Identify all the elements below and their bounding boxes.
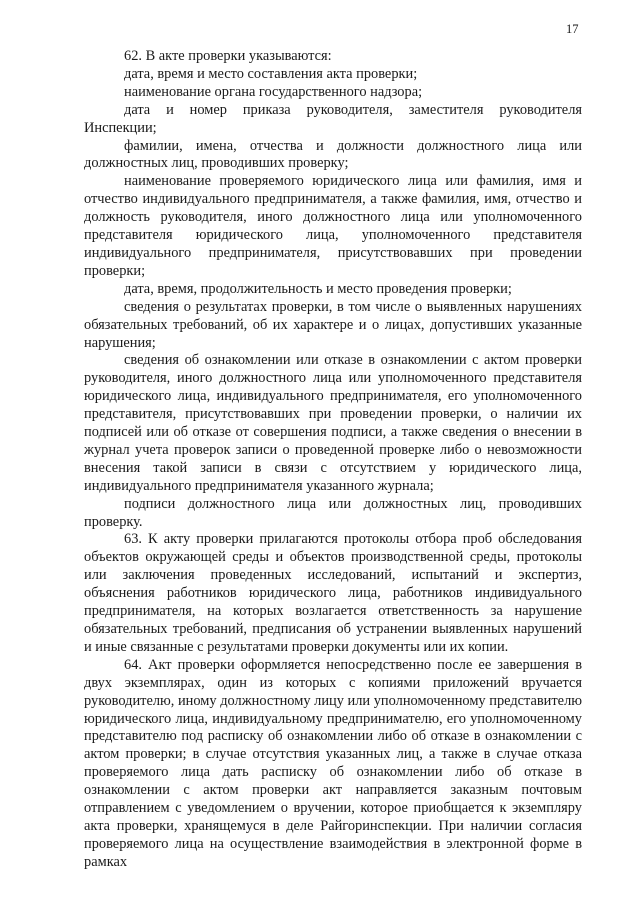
paragraph-item: наименование органа государственного надзора;	[124, 83, 423, 100]
paragraph-item: сведения о результатах проверки, в том числе о выявленных нарушениях обязательных требований, об их характере и о лицах, допустивших указанные нарушения;	[84, 298, 582, 351]
paragraph-item: подписи должностного лица или должностных лиц, проводивших проверку.	[84, 495, 582, 530]
page-number: 17	[566, 22, 579, 36]
paragraph-63: 63. К акту проверки прилагаются протоколы отбора проб обследования объектов окружающей среды и объектов производственной среды, протоколы или заключения проведенных исследований, испытаний и экспертиз, объяснения работников юридического лица, работников индивидуального предпринимателя, на которых возлагается ответственность за нарушение обязательных требований, предписания об устранении выявленных нарушений и иные связанные с результатами проверки документы или их копии.	[84, 531, 582, 655]
paragraph-62-heading: 62. В акте проверки указываются:	[124, 48, 332, 64]
paragraph-item: дата и номер приказа руководителя, заместителя руководителя Инспекции;	[84, 101, 582, 136]
paragraph-item: наименование проверяемого юридического лица или фамилия, имя и отчество индивидуального предпринимателя, а также фамилия, имя, отчество и должность руководителя, иного должностного лица или уполномоченного представителя юридического лица, уполномоченного представителя индивидуального предпринимателя, присутствовавших при проведении проверки;	[84, 173, 582, 279]
document-body	[84, 48, 582, 872]
paragraph-item: дата, время и место составления акта проверки;	[124, 65, 418, 82]
paragraph-64: 64. Акт проверки оформляется непосредственно после ее завершения в двух экземплярах, один из которых с копиями приложений вручается руководителю, иному должностному лицу или уполномоченному представителю юридического лица, индивидуальному предпринимателю, его уполномоченному представителю под расписку об ознакомлении либо об отказе в ознакомлении с актом проверки; в случае отсутствия указанных лиц, а также в случае отказа проверяемого лица дать расписку об ознакомлении либо об отказе в ознакомлении с актом проверки акт направляется заказным почтовым отправлением с уведомлением о вручении, которое приобщается к экземпляру акта проверки, хранящемуся в деле Райгоринспекции. При наличии согласия проверяемого лица на осуществление взаимодействия в электронной форме в рамках	[84, 656, 582, 870]
paragraph-item: сведения об ознакомлении или отказе в ознакомлении с актом проверки руководителя, иного должностного лица или уполномоченного представителя юридического лица, индивидуального предпринимателя, его уполномоченного представителя, присутствовавших при проведении проверки, о наличии их подписей или об отказе от совершения подписи, а также сведения о внесении в журнал учета проверок записи о проведенной проверке либо о невозможности внесения такой записи в связи с отсутствием у юридического лица, индивидуального предпринимателя указанного журнала;	[84, 352, 582, 494]
paragraph-item: дата, время, продолжительность и место проведения проверки;	[124, 280, 512, 297]
paragraph-item: фамилии, имена, отчества и должности должностного лица или должностных лиц, проводивших проверку;	[84, 137, 582, 172]
